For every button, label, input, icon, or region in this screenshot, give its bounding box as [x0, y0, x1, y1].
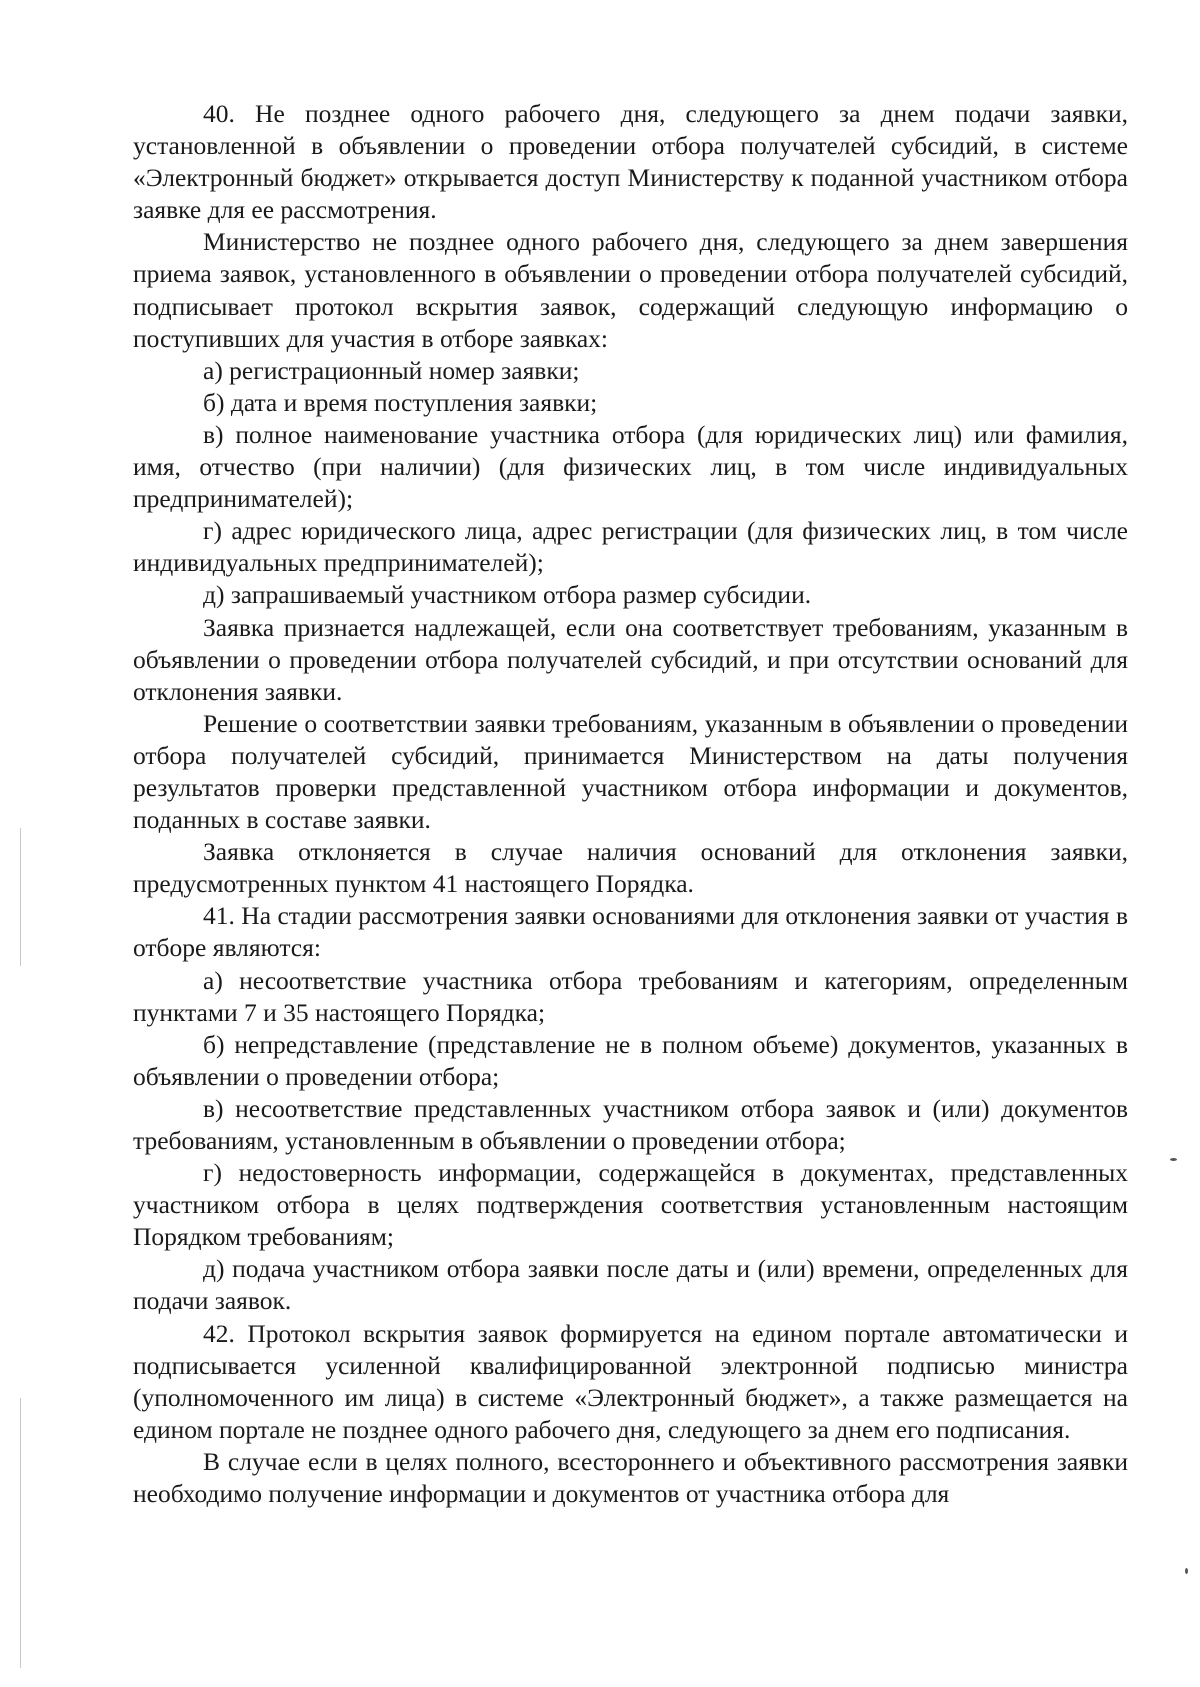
scan-edge-line-upper — [20, 828, 21, 966]
paragraph-42: 42. Протокол вскрытия заявок формируется на едином портале автоматически и подписывается усиленной квалифицированной электронной подписью министра (уполномоченного им лица) в системе «Электронный бюджет», а также размещается на едином портале не позднее одного рабочего дня, следующего за днем его подписания. — [133, 1318, 1128, 1444]
paragraph-additional-info: В случае если в целях полного, всестороннего и объективного рассмотрения заявки необходимо получение информации и документов от участника отбора для — [133, 1446, 1128, 1509]
scan-speck — [1170, 1158, 1177, 1161]
list-item-v: в) полное наименование участника отбора (для юридических лиц) или фамилия, имя, отчество (при наличии) (для физических лиц, в том числе индивидуальных предпринимателей); — [133, 419, 1128, 514]
document-body — [133, 98, 1128, 1510]
paragraph-ministry-protocol: Министерство не позднее одного рабочего дня, следующего за днем завершения приема заявок, установленного в объявлении о проведении отбора получателей субсидий, подписывает протокол вскрытия заявок, содержащий следующую информацию о поступивших для участия в отборе заявках: — [133, 227, 1128, 353]
paragraph-application-valid: Заявка признается надлежащей, если она соответствует требованиям, указанным в объявлении о проведении отбора получателей субсидий, и при отсутствии оснований для отклонения заявки. — [133, 612, 1128, 706]
scan-speck — [1185, 1568, 1188, 1574]
paragraph-decision: Решение о соответствии заявки требованиям, указанным в объявлении о проведении отбора получателей субсидий, принимается Министерством на даты получения результатов проверки представленной участником отбора информации и документов, поданных в составе заявки. — [133, 708, 1128, 835]
scan-edge-line-lower — [20, 1398, 21, 1668]
list-item-a: а) регистрационный номер заявки; — [203, 355, 580, 385]
list-item-41-b: б) непредставление (представление не в полном объеме) документов, указанных в объявлении о проведении отбора; — [133, 1029, 1128, 1091]
list-item-g: г) адрес юридического лица, адрес регистрации (для физических лиц, в том числе индивидуальных предпринимателей); — [133, 516, 1128, 578]
paragraph-40: 40. Не позднее одного рабочего дня, следующего за днем подачи заявки, установленной в объявлении о проведении отбора получателей субсидий, в системе «Электронный бюджет» открывается доступ Министерству к поданной участником отбора заявке для ее рассмотрения. — [133, 99, 1128, 225]
list-item-b: б) дата и время поступления заявки; — [203, 387, 598, 417]
list-item-41-g: г) недостоверность информации, содержащейся в документах, представленных участником отбора в целях подтверждения соответствия установленным настоящим Порядком требованиям; — [133, 1158, 1128, 1252]
paragraph-41: 41. На стадии рассмотрения заявки основаниями для отклонения заявки от участия в отборе являются: — [133, 901, 1128, 963]
paragraph-rejection: Заявка отклоняется в случае наличия оснований для отклонения заявки, предусмотренных пунктом 41 настоящего Порядка. — [133, 837, 1128, 899]
list-item-d: д) запрашиваемый участником отбора размер субсидии. — [203, 580, 812, 610]
list-item-41-a: а) несоответствие участника отбора требованиям и категориям, определенным пунктами 7 и 35 настоящего Порядка; — [133, 965, 1128, 1027]
list-item-41-v: в) несоответствие представленных участником отбора заявок и (или) документов требованиям, установленным в объявлении о проведении отбора; — [133, 1093, 1128, 1155]
list-item-41-d: д) подача участником отбора заявки после даты и (или) времени, определенных для подачи заявок. — [133, 1254, 1128, 1316]
